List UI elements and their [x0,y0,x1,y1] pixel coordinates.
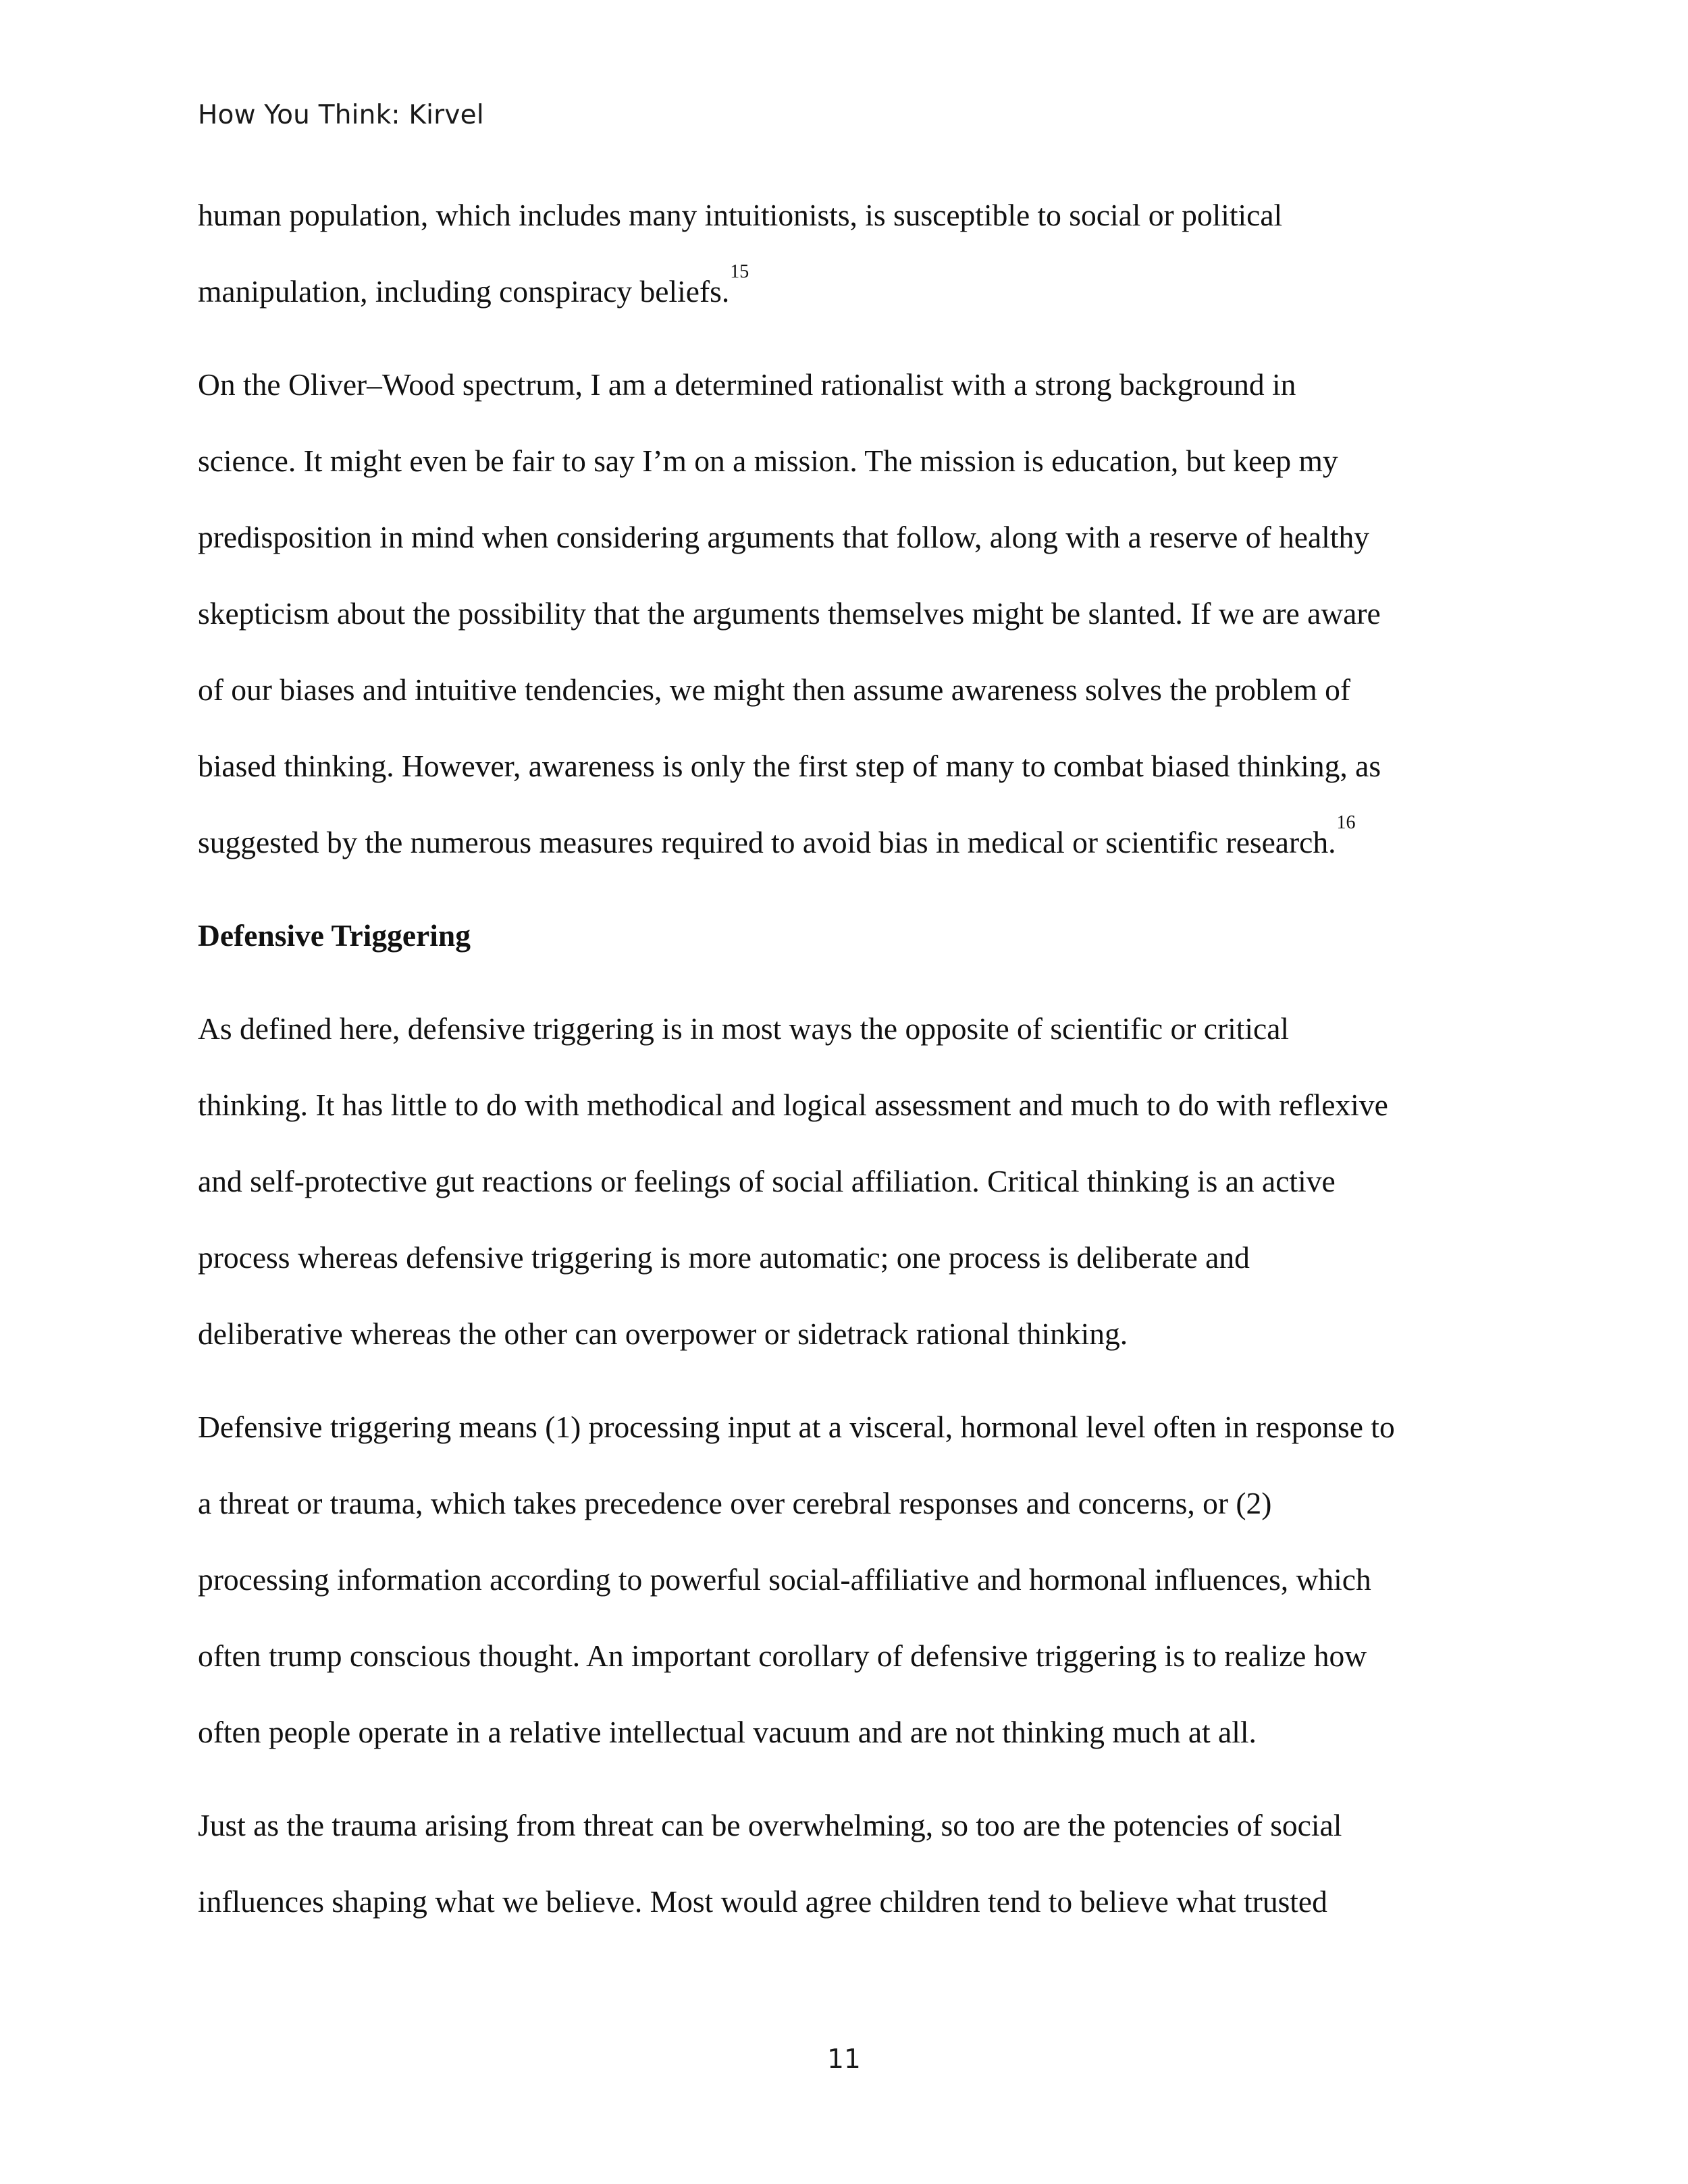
text-line [198,811,1356,860]
text-line: science. It might even be fair to say I’m on a mission. The mission is education, but keep my [198,444,1338,478]
text-line: of our biases and intuitive tendencies, we might then assume awareness solves the problem of [198,672,1351,707]
section-heading: Defensive Triggering [198,918,471,953]
text-line: As defined here, defensive triggering is in most ways the opposite of scientific or critical [198,1011,1290,1046]
text-line: thinking. It has little to do with methodical and logical assessment and much to do with reflexive [198,1088,1388,1122]
text-line: often people operate in a relative intellectual vacuum and are not thinking much at all. [198,1715,1257,1749]
text-line: process whereas defensive triggering is more automatic; one process is deliberate and [198,1240,1250,1275]
text-line: Just as the trauma arising from threat can be overwhelming, so too are the potencies of social [198,1808,1342,1842]
text-line: often trump conscious thought. An important corollary of defensive triggering is to realize how [198,1639,1367,1673]
text-line-content: suggested by the numerous measures required to avoid bias in medical or scientific research. [198,825,1336,859]
page-number: 11 [827,2044,861,2075]
text-line-content: manipulation, including conspiracy beliefs. [198,274,730,309]
footnote-marker: 15 [730,261,749,282]
text-line: skepticism about the possibility that the arguments themselves might be slanted. If we are aware [198,596,1381,631]
text-line: and self-protective gut reactions or feelings of social affiliation. Critical thinking is an active [198,1164,1336,1198]
text-line: processing information according to powerful social-affiliative and hormonal influences, which [198,1562,1371,1597]
text-line: a threat or trauma, which takes precedence over cerebral responses and concerns, or (2) [198,1486,1272,1520]
text-line [198,261,749,309]
text-line: biased thinking. However, awareness is only the first step of many to combat biased thinking, as [198,749,1381,783]
text-line: human population, which includes many intuitionists, is susceptible to social or political [198,198,1283,232]
text-line: predisposition in mind when considering arguments that follow, along with a reserve of healthy [198,520,1369,554]
text-line: Defensive triggering means (1) processing input at a visceral, hormonal level often in response to [198,1410,1395,1444]
footnote-marker: 16 [1336,811,1356,833]
text-line: influences shaping what we believe. Most would agree children tend to believe what trusted [198,1884,1327,1919]
running-header: How You Think: Kirvel [198,100,484,130]
text-line: On the Oliver–Wood spectrum, I am a determined rationalist with a strong background in [198,367,1296,402]
text-line: deliberative whereas the other can overpower or sidetrack rational thinking. [198,1316,1128,1351]
